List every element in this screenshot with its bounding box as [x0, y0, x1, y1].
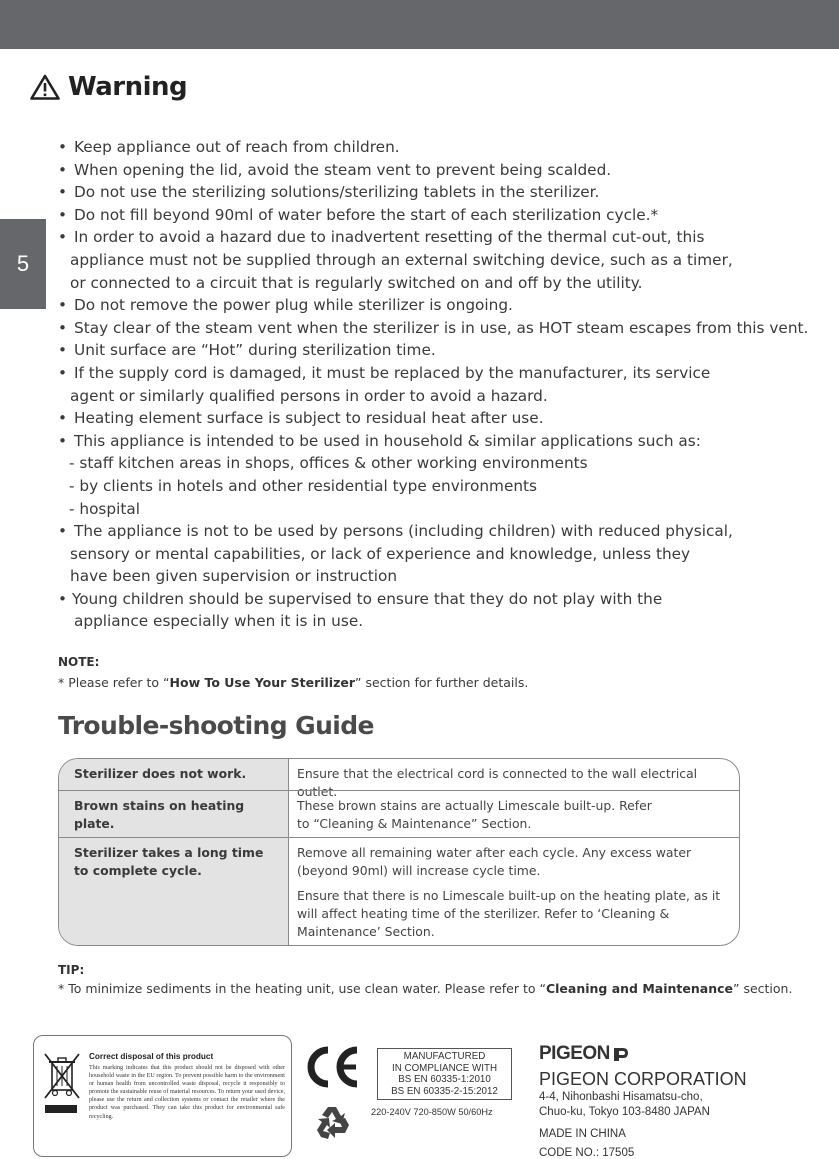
pigeon-logo — [539, 1043, 629, 1065]
disposal-text: This marking indicates that this product should not be disposed with other household waste in the EU region. To prevent possible harm to the environment or human health from uncontrolled waste disposal, recycle it responsibly to promote the sustainable reuse of material resources. To return your used device, please use the return and collection systems or contact the retailer where the product was purchased. They can take this product for environmental safe recycling. — [89, 1065, 285, 1120]
solution-cell — [289, 838, 739, 946]
solution-text: Remove all remaining water after each cycle. Any excess water (beyond 90ml) will increase cycle time. — [297, 845, 692, 878]
troubleshooting-table — [58, 758, 740, 946]
code-number: CODE NO.: 17505 — [539, 1147, 635, 1159]
warning-item: • Unit surface are “Hot” during sterilization time. — [58, 339, 828, 362]
pigeon-mark-icon — [613, 1047, 629, 1062]
solution-cell — [289, 791, 739, 837]
warning-item: • Do not fill beyond 90ml of water before the start of each sterilization cycle.* — [58, 204, 828, 227]
warning-item: • Keep appliance out of reach from children. — [58, 136, 828, 159]
warning-item: • Young children should be supervised to ensure that they do not play with the — [58, 589, 663, 608]
warning-item: • Heating element surface is subject to residual heat after use. — [58, 407, 828, 430]
warning-title: Warning — [68, 72, 188, 102]
compliance-line: MANUFACTURED — [403, 1051, 486, 1062]
warning-item-continuation: - staff kitchen areas in shops, offices & other working environments — [69, 454, 588, 473]
warning-item-continuation: agent or similarly qualified persons in order to avoid a hazard. — [70, 386, 548, 405]
tip-heading: TIP: — [58, 963, 85, 977]
warning-item: • Do not remove the power plug while sterilizer is ongoing. — [58, 294, 828, 317]
warning-item-continuation: have been given supervision or instruction — [70, 567, 398, 586]
compliance-line: BS EN 60335-2-15:2012 — [391, 1085, 498, 1097]
warning-item: • Do not use the sterilizing solutions/sterilizing tablets in the sterilizer. — [58, 181, 828, 204]
page-number: 5 — [16, 251, 30, 276]
solution-text: These brown stains are actually Limescale built-up. Refer to “Cleaning & Maintenance” Section. — [297, 798, 652, 831]
compliance-line: BS EN 60335-1:2010 — [398, 1074, 491, 1086]
warning-heading — [30, 72, 187, 102]
warning-item: • The appliance is not to be used by persons (including children) with reduced physical, — [58, 520, 828, 543]
problem-cell: Sterilizer takes a long time to complete cycle. — [59, 838, 289, 946]
warning-item-continuation: or connected to a circuit that is regularly switched on and off by the utility. — [70, 273, 643, 292]
note-prefix: * Please refer to “ — [58, 675, 170, 690]
tip-link: Cleaning and Maintenance — [545, 981, 733, 996]
solution-text: Ensure that there is no Limescale built-up on the heating plate, as it will affect heating time of the sterilizer. Refer to ‘Cleaning & Maintenance’ Section. — [297, 888, 721, 939]
logo-text: PIGEON — [539, 1043, 610, 1064]
compliance-line: IN COMPLIANCE WITH — [391, 1062, 498, 1074]
warning-item-continuation: sensory or mental capabilities, or lack of experience and knowledge, unless they — [70, 544, 691, 563]
compliance-box — [377, 1048, 512, 1100]
warning-item: • Stay clear of the steam vent when the sterilizer is in use, as HOT steam escapes from this vent. — [58, 317, 828, 340]
header-bar — [0, 0, 839, 49]
solution-cell — [289, 759, 739, 799]
power-rating: 220-240V 720-850W 50/60Hz — [371, 1107, 493, 1117]
warning-item: • In order to avoid a hazard due to inadvertent resetting of the thermal cut-out, this — [58, 226, 828, 249]
note-text — [58, 675, 528, 690]
page-number-tab — [0, 219, 46, 309]
warning-item-continuation: - by clients in hotels and other residential type environments — [69, 476, 538, 495]
note-link: How To Use Your Sterilizer — [169, 675, 356, 690]
warning-list — [58, 136, 828, 633]
origin: MADE IN CHINA — [539, 1128, 626, 1140]
warning-item-continuation: appliance especially when it is in use. — [74, 612, 364, 631]
note-heading: NOTE: — [58, 655, 100, 669]
bin-bar — [45, 1105, 77, 1113]
address-line-2: Chuo-ku, Tokyo 103-8480 JAPAN — [539, 1106, 710, 1118]
ce-mark-icon — [304, 1044, 362, 1090]
disposal-title: Correct disposal of this product — [89, 1052, 214, 1061]
address-line-1: 4-4, Nihonbashi Hisamatsu-cho, — [539, 1091, 703, 1103]
tip-prefix: * To minimize sediments in the heating unit, use clean water. Please refer to “ — [58, 981, 546, 996]
problem-cell: Brown stains on heating plate. — [59, 791, 289, 837]
solution-text: Ensure that the electrical cord is connected to the wall electrical outlet. — [297, 766, 698, 799]
warning-triangle-icon — [30, 74, 60, 100]
troubleshooting-title: Trouble-shooting Guide — [58, 711, 374, 740]
warning-item: • If the supply cord is damaged, it must be replaced by the manufacturer, its service — [58, 362, 828, 385]
table-row — [59, 759, 739, 799]
company-name: PIGEON CORPORATION — [539, 1069, 747, 1089]
warning-item-continuation: - hospital — [69, 499, 140, 518]
table-row — [59, 837, 739, 946]
warning-item: • When opening the lid, avoid the steam vent to prevent being scalded. — [58, 159, 828, 182]
recycle-icon — [311, 1101, 355, 1145]
note-suffix: ” section for further details. — [355, 675, 529, 690]
disposal-notice — [33, 1035, 292, 1157]
problem-cell: Sterilizer does not work. — [59, 759, 289, 790]
tip-suffix: ” section. — [733, 981, 793, 996]
crossed-bin-icon — [42, 1050, 82, 1102]
table-row — [59, 790, 739, 837]
warning-item-continuation: appliance must not be supplied through an external switching device, such as a timer, — [70, 250, 733, 269]
warning-item: • This appliance is intended to be used in household & similar applications such as: — [58, 430, 828, 453]
tip-text — [58, 981, 792, 996]
